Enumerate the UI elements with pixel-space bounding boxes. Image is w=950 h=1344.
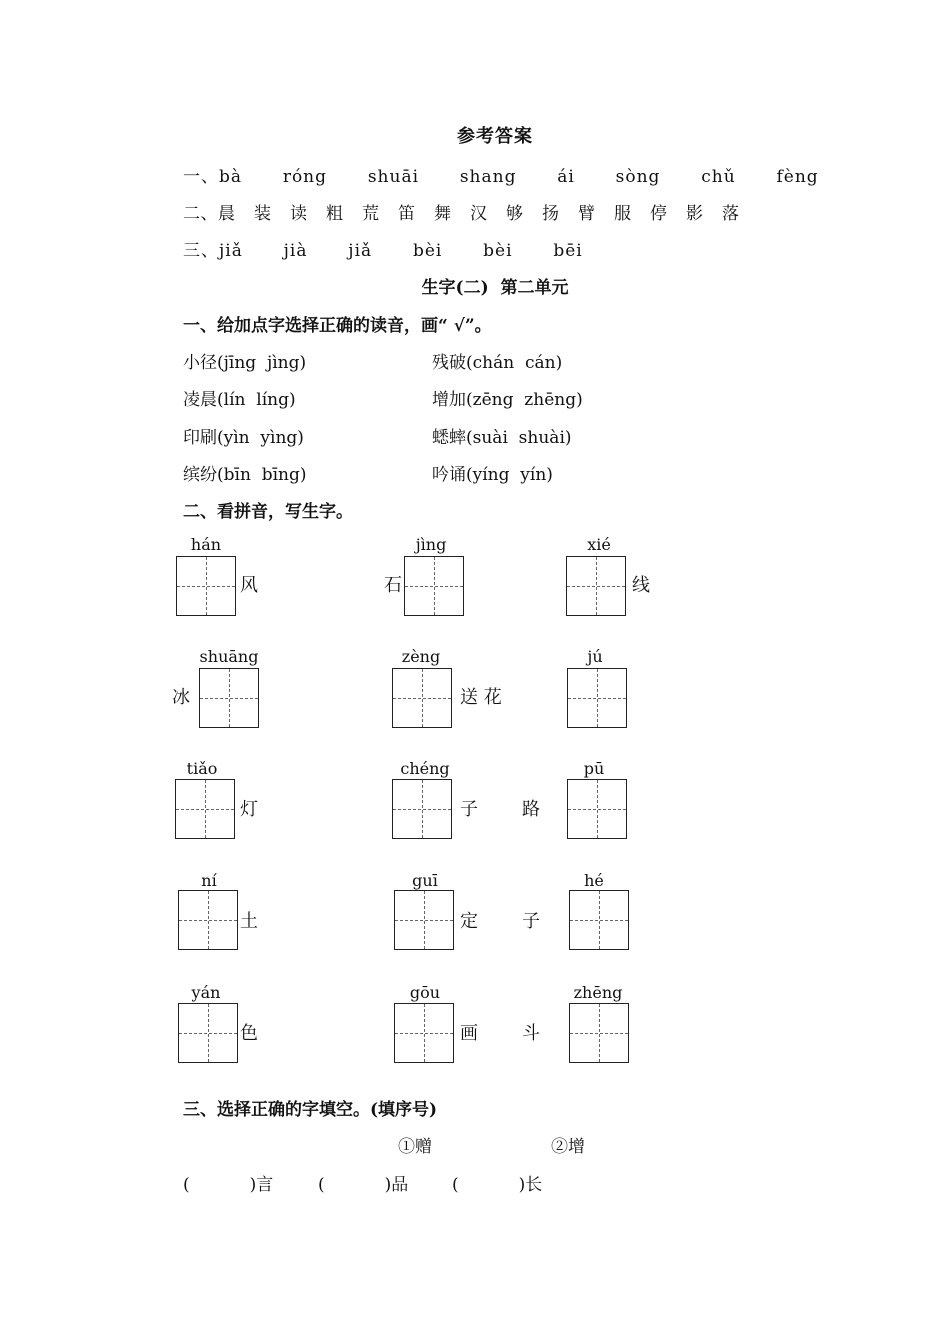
context-char: 土	[240, 911, 258, 932]
answer-line-3	[183, 236, 583, 261]
writing-grid-box[interactable]	[176, 556, 236, 616]
writing-grid-box[interactable]	[394, 1003, 454, 1063]
writing-grid-box[interactable]	[178, 890, 238, 950]
context-char: 送 花	[460, 687, 502, 708]
pinyin-label: pū	[583, 759, 605, 778]
blank-open: (	[183, 1175, 190, 1195]
writing-grid-box[interactable]	[569, 1003, 629, 1063]
pinyin-label: zèng	[401, 647, 441, 666]
pinyin-label: zhēng	[573, 983, 623, 1002]
blank-close: )长	[518, 1175, 543, 1195]
pinyin-label: hán	[190, 535, 222, 554]
pinyin-label: chéng	[400, 759, 450, 778]
blank-open: (	[318, 1175, 325, 1195]
context-char: 斗	[522, 1023, 540, 1044]
answer-line-1	[183, 162, 819, 187]
pinyin-label: jú	[587, 647, 603, 666]
context-char: 定	[460, 911, 478, 932]
context-char: 灯	[240, 799, 258, 820]
choice-option: ①赠	[398, 1137, 432, 1157]
context-char: 石	[384, 575, 402, 596]
context-char: 风	[240, 575, 258, 596]
pinyin-label: guī	[412, 871, 438, 890]
context-char: 色	[240, 1023, 258, 1044]
pinyin-label: jìng	[415, 535, 447, 554]
answer-line-2-prefix: 二、	[183, 204, 218, 224]
section2-heading: 二、看拼音，写生字。	[183, 502, 353, 522]
pinyin-label: yán	[191, 983, 221, 1002]
pinyin-label: xié	[587, 535, 611, 554]
reading-item: 小径(jīng jìng)	[183, 353, 307, 373]
context-char: 画	[460, 1023, 478, 1044]
pinyin-label: ní	[201, 871, 217, 890]
fill-blank[interactable]	[318, 1170, 408, 1195]
reading-item: 蟋蟀(suài shuài)	[432, 428, 572, 448]
writing-grid-box[interactable]	[199, 668, 259, 728]
reading-item: 缤纷(bīn bīng)	[183, 465, 307, 485]
reading-item: 增加(zēng zhēng)	[432, 390, 583, 410]
context-char: 子	[522, 911, 540, 932]
reading-item: 吟诵(yíng yín)	[432, 465, 553, 485]
writing-grid-box[interactable]	[566, 556, 626, 616]
section3-heading: 三、选择正确的字填空。(填序号)	[183, 1100, 438, 1120]
writing-grid-box[interactable]	[567, 668, 627, 728]
answer-line-3-text: jiǎ jià jiǎ bèi bèi bēi	[219, 241, 583, 261]
answer-line-2-text: 晨装读粗荒笛舞汉够扬臂服停影落	[218, 204, 758, 224]
reading-item: 印刷(yìn yìng)	[183, 428, 304, 448]
context-char: 路	[522, 799, 540, 820]
writing-grid-box[interactable]	[404, 556, 464, 616]
context-char: 冰	[172, 687, 190, 708]
writing-grid-box[interactable]	[178, 1003, 238, 1063]
answer-line-1-text: bà róng shuāi shang ái sòng chǔ fèng	[219, 167, 819, 187]
context-char: 子	[460, 799, 478, 820]
pinyin-label: tiǎo	[186, 759, 218, 778]
writing-grid-box[interactable]	[392, 668, 452, 728]
writing-grid-box[interactable]	[567, 779, 627, 839]
section1-heading: 一、给加点字选择正确的读音，画“ √”。	[183, 316, 492, 336]
context-char: 线	[632, 575, 650, 596]
blank-close: )言	[249, 1175, 274, 1195]
unit-title: 生字(二) 第二单元	[421, 278, 569, 298]
writing-grid-box[interactable]	[569, 890, 629, 950]
answer-line-3-prefix: 三、	[183, 241, 219, 261]
pinyin-label: gōu	[409, 983, 441, 1002]
blank-close: )品	[384, 1175, 409, 1195]
writing-grid-box[interactable]	[392, 779, 452, 839]
answer-title: 参考答案	[457, 126, 533, 147]
fill-blank[interactable]	[183, 1170, 273, 1195]
fill-blank[interactable]	[452, 1170, 542, 1195]
pinyin-label: shuāng	[199, 647, 259, 666]
answer-line-2	[183, 199, 758, 224]
reading-item: 凌晨(lín líng)	[183, 390, 296, 410]
reading-item: 残破(chán cán)	[432, 353, 563, 373]
writing-grid-box[interactable]	[175, 779, 235, 839]
blank-open: (	[452, 1175, 459, 1195]
pinyin-label: hé	[584, 871, 604, 890]
choice-option: ②增	[551, 1137, 585, 1157]
answer-line-1-prefix: 一、	[183, 167, 219, 187]
writing-grid-box[interactable]	[394, 890, 454, 950]
